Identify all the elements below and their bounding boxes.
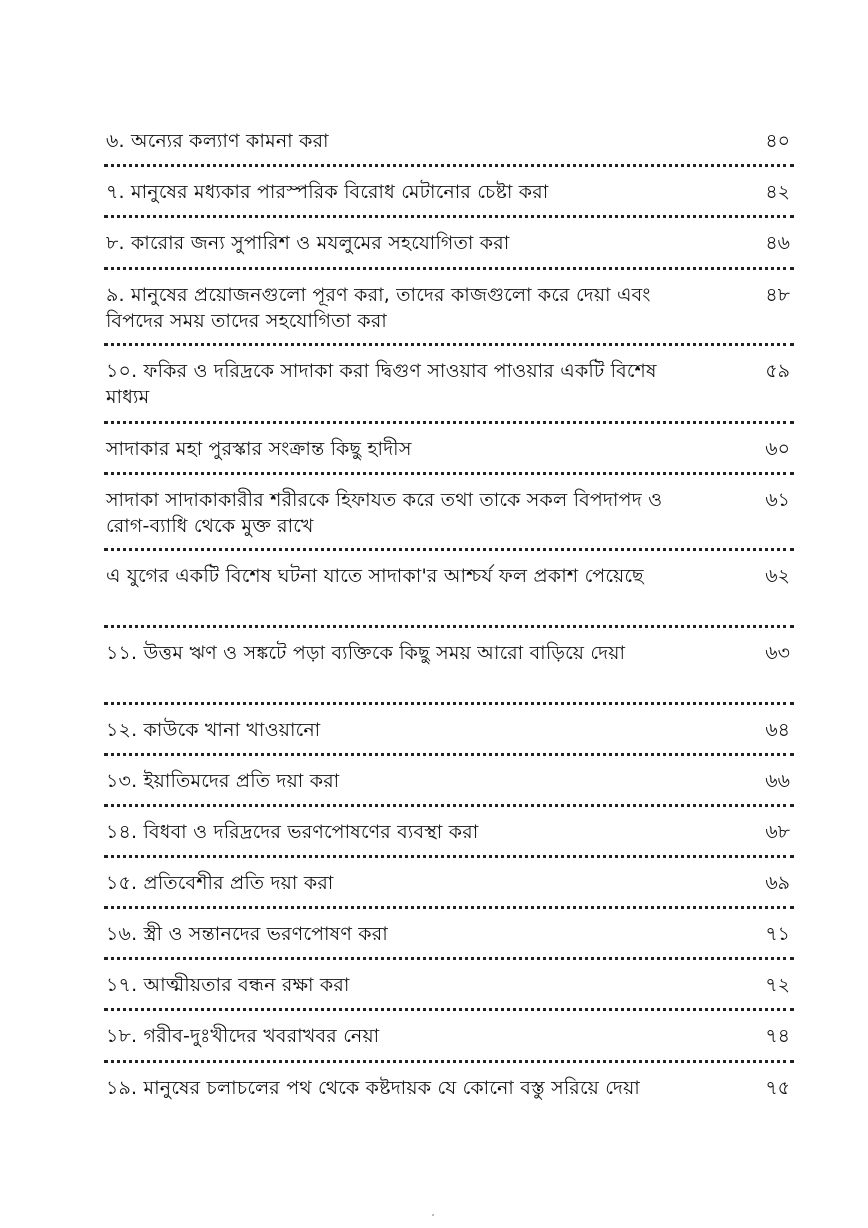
toc-entry-page: ৬১ bbox=[765, 489, 790, 511]
toc-entry-title: ১৮. গরীব-দুঃখীদের খবরাখবর নেয়া bbox=[106, 1025, 380, 1047]
toc-entry-page: ৫৯ bbox=[765, 360, 790, 382]
toc-entry bbox=[104, 167, 794, 218]
toc-entry bbox=[104, 218, 794, 270]
toc-entry-page: ৪৬ bbox=[765, 232, 790, 254]
toc-entry-title: ৬. অন্যের কল্যাণ কামনা করা bbox=[106, 130, 329, 152]
toc-entry-title: ১৬. স্ত্রী ও সন্তানদের ভরণপোষণ করা bbox=[106, 923, 388, 945]
toc-entry-title: ১০. ফকির ও দরিদ্রকে সাদাকা করা দ্বিগুণ সাওয়াব পাওয়ার একটি বিশেষ মাধ্যম bbox=[106, 360, 657, 408]
toc-entry bbox=[104, 1063, 794, 1133]
toc-entry-title: সাদাকার মহা পুরস্কার সংক্রান্ত কিছু হাদীস bbox=[106, 438, 412, 460]
toc-entry-page: ৪৮ bbox=[765, 284, 790, 306]
toc-entry bbox=[104, 705, 794, 756]
table-of-contents bbox=[104, 116, 794, 1133]
toc-entry bbox=[104, 551, 794, 628]
toc-entry-page: ৪২ bbox=[765, 181, 790, 203]
toc-entry-title: ১৩. ইয়াতিমদের প্রতি দয়া করা bbox=[106, 770, 340, 792]
toc-entry-page: ৬০ bbox=[765, 438, 790, 460]
toc-entry-title: ৯. মানুষের প্রয়োজনগুলো পূরণ করা, তাদের কাজগুলো করে দেয়া এবং বিপদের সময় তাদের সহযোগিতা করা bbox=[106, 284, 651, 332]
scan-speck bbox=[432, 1214, 434, 1216]
toc-entry-title: ১৭. আত্মীয়তার বন্ধন রক্ষা করা bbox=[106, 974, 350, 996]
toc-entry bbox=[104, 116, 794, 167]
toc-entry-page: ৭১ bbox=[765, 923, 790, 945]
toc-entry-title: ১৫. প্রতিবেশীর প্রতি দয়া করা bbox=[106, 872, 334, 894]
toc-entry-page: ৬২ bbox=[765, 565, 790, 587]
toc-entry-title: ১২. কাউকে খানা খাওয়ানো bbox=[106, 719, 321, 741]
toc-entry-title: ১৪. বিধবা ও দরিদ্রদের ভরণপোষণের ব্যবস্থা করা bbox=[106, 821, 479, 843]
toc-entry bbox=[104, 628, 794, 705]
toc-entry bbox=[104, 424, 794, 475]
toc-entry bbox=[104, 960, 794, 1011]
toc-entry bbox=[104, 346, 794, 424]
toc-entry-title: ৮. কারোর জন্য সুপারিশ ও মযলুমের সহযোগিতা করা bbox=[106, 232, 510, 254]
toc-entry bbox=[104, 270, 794, 346]
toc-entry bbox=[104, 909, 794, 960]
toc-entry-title: ১১. উত্তম ঋণ ও সঙ্কটে পড়া ব্যক্তিকে কিছু সময় আরো বাড়িয়ে দেয়া bbox=[106, 642, 626, 664]
toc-entry-title: ১৯. মানুষের চলাচলের পথ থেকে কষ্টদায়ক যে কোনো বস্তু সরিয়ে দেয়া bbox=[106, 1077, 641, 1099]
toc-entry-page: ৭৫ bbox=[765, 1077, 790, 1099]
toc-entry-page: ৬৬ bbox=[765, 770, 790, 792]
toc-entry-page: ৪০ bbox=[765, 130, 790, 152]
toc-entry bbox=[104, 475, 794, 551]
toc-entry-page: ৬৩ bbox=[765, 642, 790, 664]
toc-entry-title: এ যুগের একটি বিশেষ ঘটনা যাতে সাদাকা'র আশ্চর্য ফল প্রকাশ পেয়েছে bbox=[106, 565, 644, 587]
toc-entry-title: সাদাকা সাদাকাকারীর শরীরকে হিফাযত করে তথা তাকে সকল বিপদাপদ ও রোগ-ব্যাধি থেকে মুক্ত রাখে bbox=[106, 489, 663, 537]
toc-entry-page: ৭৪ bbox=[765, 1025, 790, 1047]
toc-entry bbox=[104, 1011, 794, 1063]
toc-entry-page: ৬৮ bbox=[765, 821, 790, 843]
toc-entry bbox=[104, 756, 794, 807]
toc-entry-page: ৬৪ bbox=[765, 719, 790, 741]
toc-entry bbox=[104, 858, 794, 909]
toc-entry bbox=[104, 807, 794, 858]
toc-entry-page: ৬৯ bbox=[765, 872, 790, 894]
toc-entry-page: ৭২ bbox=[765, 974, 790, 996]
toc-entry-title: ৭. মানুষের মধ্যকার পারস্পরিক বিরোধ মেটানোর চেষ্টা করা bbox=[106, 181, 549, 203]
